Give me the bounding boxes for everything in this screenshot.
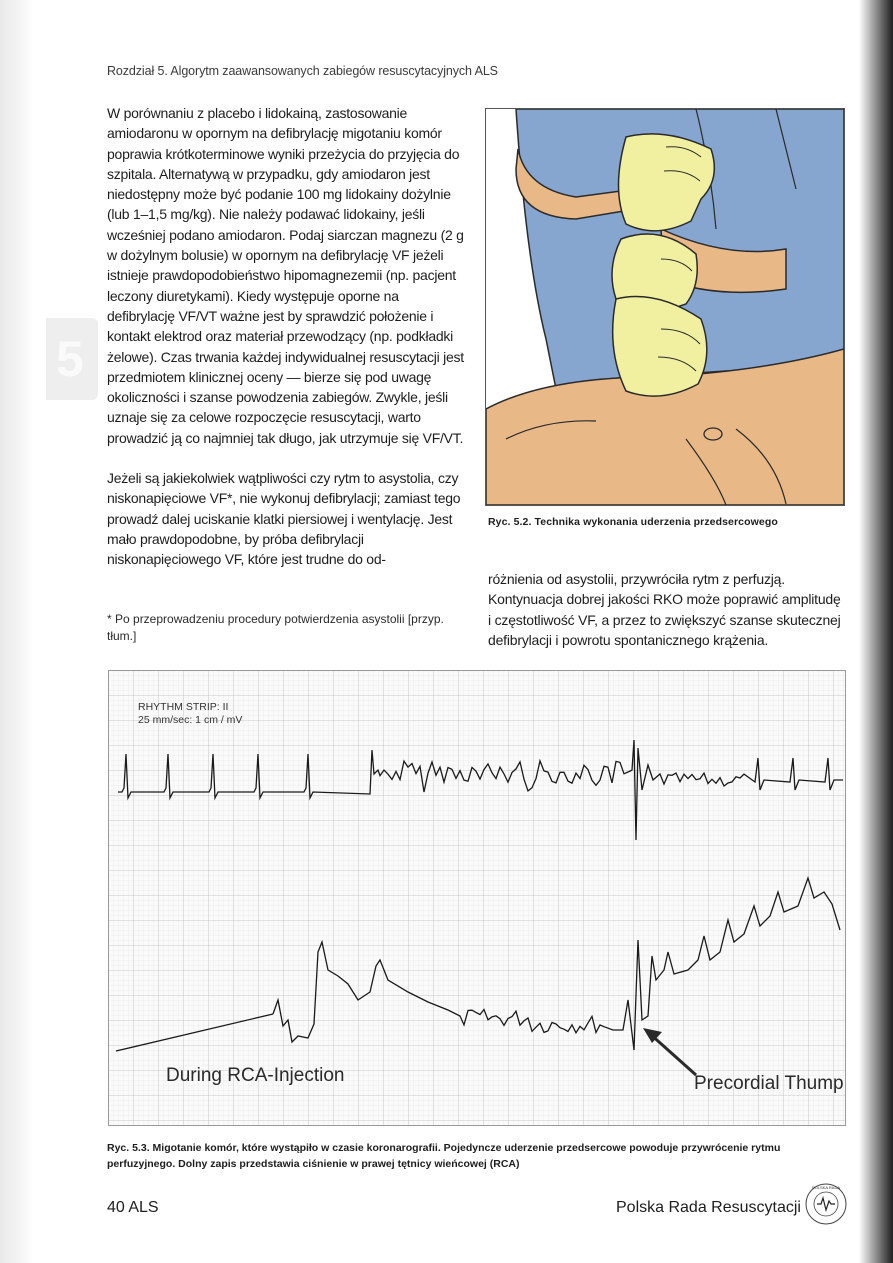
page-right-shadow xyxy=(859,0,893,1263)
ecg-pressure-chart xyxy=(108,670,846,1126)
chapter-tab xyxy=(46,318,98,400)
figure-5-2-caption: Ryc. 5.2. Technika wykonania uderzenia przedsercowego xyxy=(488,516,778,528)
running-head: Rozdział 5. Algorytm zaawansowanych zabiegów resuscytacyjnych ALS xyxy=(107,64,498,78)
publisher-name: Polska Rada Resuscytacji xyxy=(616,1199,801,1216)
annotation-precordial-thump: Precordial Thump xyxy=(694,1073,844,1094)
rhythm-strip-scale: 25 mm/sec: 1 cm / mV xyxy=(138,714,243,726)
precordial-thump-drawing xyxy=(486,109,844,505)
footnote: * Po przeprowadzeniu procedury potwierdzenia asystolii [przyp. tłum.] xyxy=(107,612,444,643)
page-number: 40 ALS xyxy=(107,1199,159,1216)
figure-precordial-thump-illustration xyxy=(485,108,845,506)
chapter-tab-number: 5 xyxy=(56,331,84,387)
paragraph-asystole: Jeżeli są jakiekolwiek wątpliwości czy rytm to asystolia, czy niskonapięciowe VF*, nie wykonuj defibrylacji; zamiast tego prowadź dalej uciskanie klatki piersiowej i wentylację. Jest mało prawdopodobne, by próba defibrylacji niskonapięciowego VF, które jest trudne do od- xyxy=(107,470,461,568)
paragraph-amiodarone: W porównaniu z placebo i lidokainą, zastosowanie amiodaronu w opornym na defibrylację migotaniu komór poprawia krótkoterminowe wyniki przeżycia do przyjęcia do szpitala. Alternatywą w przypadku, gdy amiodaron jest niedostępny może być podanie 100 mg lidokainy dożylnie (lub 1–1,5 mg/kg). Nie należy podawać lidokainy, jeśli wcześniej podano amiodaron. Podaj siarczan magnezu (2 g w dożylnym bolusie) w opornym na defibrylację VF jeżeli istnieje prawdopodobieństwo hipomagnezemii (np. pacjent leczony diuretykami). Kiedy występuje oporne na defibrylację VF/VT ważne jest by sprawdzić położenie i kontakt elektrod oraz materiał przewodzący (np. podkładki żelowe). Czas trwania każdej indywidualnej resuscytacji jest przedmiotem klinicznej oceny — bierze się pod uwagę okoliczności i szanse powodzenia zabiegów. Zwykle, jeśli uznaje się za celowe rozpoczęcie resuscytacji, warto prowadzić ją co najmniej tak długo, jak utrzymuje się VF/VT. xyxy=(107,105,464,446)
prr-logo-icon xyxy=(804,1182,848,1226)
right-column-paragraph: różnienia od asystolii, przywróciła rytm z perfuzją. Kontynuacja dobrej jakości RKO może poprawić amplitudę i częstotliwość VF, a przez to zwiększyć szanse skutecznej defibrylacji i powrotu spontanicznego krążenia. xyxy=(488,571,841,648)
figure-ecg-strip xyxy=(108,670,846,1126)
left-column xyxy=(107,103,467,590)
figure-5-3-caption: Ryc. 5.3. Migotanie komór, które wystąpiło w czasie koronarografii. Pojedyncze uderzenie przedsercowe powoduje przywrócenie rytmu perfuzyjnego. Dolny zapis przedstawia ciśnienie w prawej tętnicy wieńcowej (RCA) xyxy=(107,1142,781,1170)
page-left-shadow xyxy=(0,0,34,1263)
rhythm-strip-title: RHYTHM STRIP: II xyxy=(138,701,229,713)
annotation-rca-injection: During RCA-Injection xyxy=(166,1065,345,1086)
ecg-grid xyxy=(108,670,846,1126)
rhythm-strip-label xyxy=(138,701,242,727)
logo-lettering: POLSKA RADA xyxy=(811,1185,841,1190)
